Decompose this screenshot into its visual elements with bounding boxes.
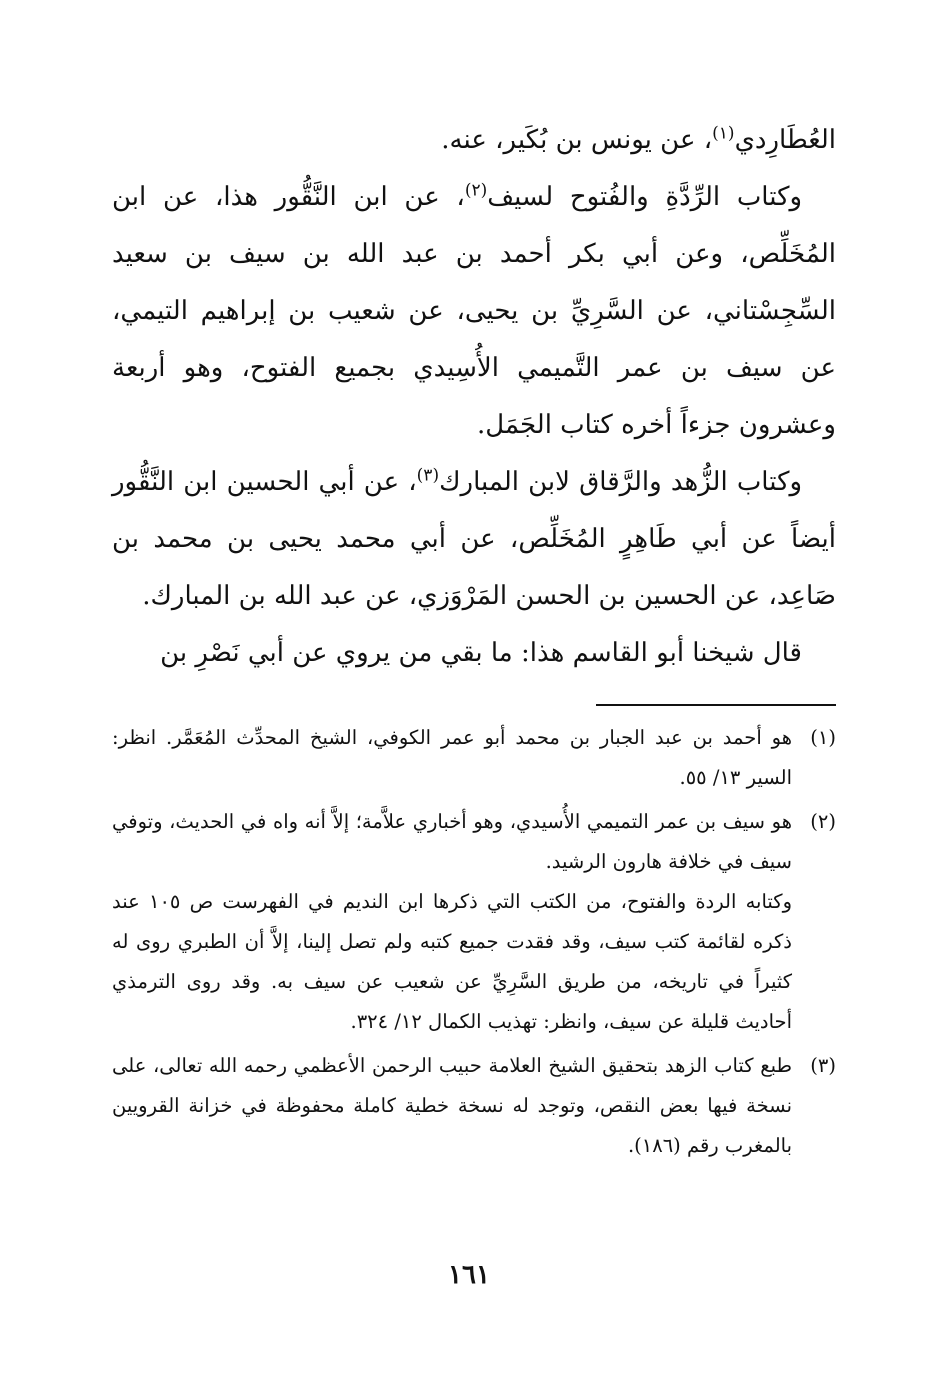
page-number: ١٦١: [448, 1260, 490, 1290]
footnote-text: وكتابه الردة والفتوح، من الكتب التي ذكرها ابن النديم في الفهرست ص ١٠٥ عند ذكره لقائمة كتب سيف، وقد فقدت جميع كتبه ولم تصل إلينا، إلاَّ أن الطبري روى له كثيراً في تاريخه، من طريق السَّرِيِّ عن شعيب عن سيف به. وقد روى الترمذي أحاديث قليلة عن سيف، وانظر: تهذيب الكمال ١٢/ ٣٢٤.: [112, 890, 792, 1033]
footnote-1: [112, 718, 836, 798]
footnote-text: هو أحمد بن عبد الجبار بن محمد أبو عمر الكوفي، الشيخ المحدِّث المُعَمَّر. انظر: السير ١٣/ ٥٥.: [112, 726, 792, 789]
paragraph-text: قال شيخنا أبو القاسم هذا: ما بقي من يروي عن أبي نَصْرِ بن: [160, 638, 802, 668]
footnote-ref: (٢): [464, 180, 488, 201]
paragraph-text: العُطَارِدي: [734, 125, 836, 155]
footnote-ref: (١): [712, 123, 735, 144]
footnote-text: طبع كتاب الزهد بتحقيق الشيخ العلامة حبيب الرحمن الأعظمي رحمه الله تعالى، على نسخة فيها بعض النقص، وتوجد له نسخة خطية كاملة محفوظة في خزانة القرويين بالمغرب رقم (١٨٦).: [112, 1054, 792, 1157]
paragraph-text: ، عن ابن النَّقُّور هذا، عن ابن المُخَلِّص، وعن أبي بكر أحمد بن عبد الله بن سيف بن سعيد السِّجِسْتاني، عن السَّرِيِّ بن يحيى، عن شعيب بن إبراهيم التيمي، عن سيف بن عمر التَّميمي الأُسِيدي بجميع الفتوح، وهو أربعة وعشرون جزءاً أخره كتاب الجَمَل.: [112, 182, 836, 440]
paragraph-4: [112, 625, 836, 682]
paragraph-1: [112, 112, 836, 169]
footnote-number: (١): [810, 726, 836, 749]
paragraph-text: ، عن أبي الحسين ابن النَّقُّور أيضاً عن أبي طَاهِرٍ المُخَلِّص، عن أبي محمد يحيى بن محمد بن صَاعِد، عن الحسين بن الحسن المَرْوَزي، عن عبد الله بن المبارك.: [112, 467, 836, 611]
footnote-3: [112, 1046, 836, 1166]
footnote-number: (٣): [810, 1054, 836, 1077]
paragraph-text: وكتاب الرِّدَّةِ والفُتوح لسيف: [487, 182, 803, 212]
footnote-body: [112, 802, 792, 1042]
footnote-body: [112, 1046, 792, 1166]
footnote-separator: [596, 704, 836, 706]
main-text: [112, 112, 836, 682]
footnotes: [112, 718, 836, 1170]
footnote-number: (٢): [810, 810, 836, 833]
paragraph-text: وكتاب الزُّهد والرَّقاق لابن المبارك: [439, 467, 802, 497]
paragraph-2: [112, 169, 836, 454]
footnote-body: [112, 718, 792, 798]
paragraph-text: ، عن يونس بن بُكَير، عنه.: [441, 125, 713, 155]
paragraph-3: [112, 454, 836, 625]
footnote-2: [112, 802, 836, 1042]
footnote-ref: (٣): [416, 465, 440, 486]
footnote-text: هو سيف بن عمر التميمي الأُسيدي، وهو أخباري علاَّمة؛ إلاَّ أنه واه في الحديث، وتوفي سيف في خلافة هارون الرشيد.: [112, 810, 792, 873]
